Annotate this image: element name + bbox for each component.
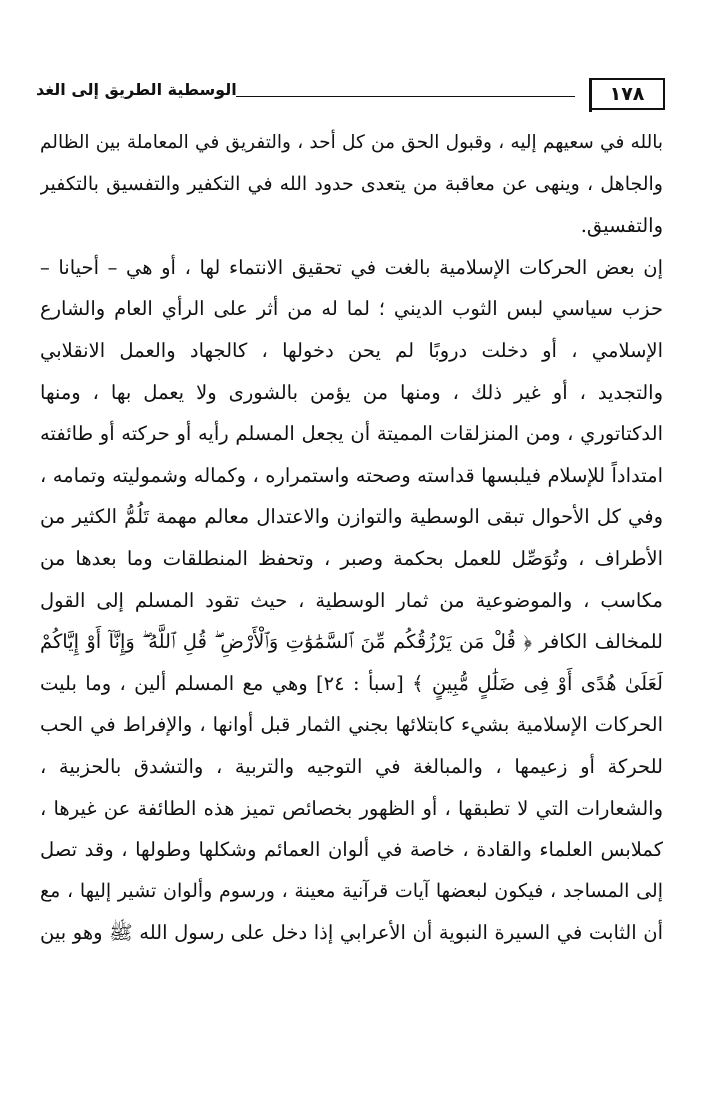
- text-line: والتجديد ، أو غير ذلك ، ومنها من يؤمن بالشورى ولا يعمل بها ، ومنها: [40, 380, 663, 404]
- page-number: ١٧٨: [589, 78, 665, 110]
- text-line: حزب سياسي لبس الثوب الديني ؛ لما له من أثر على الرأي العام والشارع: [40, 297, 663, 321]
- text-line: أن الثابت في السيرة النبوية أن الأعرابي إذا دخل على رسول الله ﷺ وهو بين: [40, 921, 663, 945]
- header-rule: [236, 96, 575, 97]
- text-line: الدكتاتوري ، ومن المنزلقات المميتة أن يجعل المسلم رأيه أو حركته أو طائفته: [40, 422, 663, 446]
- text-line: للحركة أو زعيمها ، والمبالغة في التوجيه والتربية ، والتشدق بالحزبية ،: [40, 754, 663, 778]
- text-line: إلى المساجد ، فيكون لبعضها آيات قرآنية معينة ، ورسوم وألوان تشير إليها ، مع: [40, 879, 663, 902]
- text-line: مكاسب ، والموضوعية من ثمار الوسطية ، حيث تقود المسلم إلى القول: [40, 588, 663, 612]
- text-line: الأطراف ، وتُوَصِّل للعمل بحكمة وصبر ، وتحفظ المنطلقات وما بعدها من: [40, 546, 663, 570]
- quran-verse-line: للمخالف الكافر ﴿ قُلْ مَن يَرْزُقُكُم مِّنَ ٱلسَّمَٰوَٰتِ وَٱلْأَرْضِ ۖ قُلِ ٱللَّهُ ۖ وَإِنَّآ أَوْ إِيَّاكُمْ: [40, 630, 663, 654]
- text-line: إن بعض الحركات الإسلامية بالغت في تحقيق الانتماء لها ، أو هي – أحيانا –: [40, 255, 663, 279]
- quran-verse-line: لَعَلَىٰ هُدًى أَوْ فِى ضَلَٰلٍ مُّبِينٍ ﴾ [سبأ : ٢٤] وهي مع المسلم ألين ، وما بليت: [40, 671, 663, 695]
- text-line: الإسلامي ، أو دخلت دروبًا لم يحن دخولها ، كالجهاد والعمل الانقلابي: [40, 338, 663, 362]
- text-line: والشعارات التي لا تطبقها ، أو الظهور بخصائص تميز هذه الطائفة عن غيرها ،: [40, 796, 663, 820]
- running-title: الوسطية الطريق إلى الغد: [36, 80, 237, 99]
- text-line: الحركات الإسلامية بشيء كابتلائها بجني الثمار قبل أوانها ، والإفراط في الحب: [40, 713, 663, 737]
- text-line: والتفسيق.: [580, 214, 663, 238]
- text-line: وفي كل الأحوال تبقى الوسطية والتوازن والاعتدال معالم مهمة تَلُمُّ الكثير من: [40, 505, 663, 529]
- text-line: بالله في سعيهم إليه ، وقبول الحق من كل أحد ، والتفريق في المعاملة بين الظالم: [40, 132, 663, 153]
- text-line: والجاهل ، وينهى عن معاقبة من يتعدى حدود الله في التكفير والتفسيق بالتكفير: [40, 172, 663, 195]
- text-line: امتداداً للإسلام فيلبسها قداسته وصحته واستمراره ، وكماله وشموليته وتمامه ،: [40, 463, 663, 487]
- text-line: كملابس العلماء والقادة ، خاصة في ألوان العمائم وشكلها وطولها ، وقد تصل: [40, 838, 663, 862]
- running-header: [36, 78, 665, 112]
- body-text: [40, 122, 663, 954]
